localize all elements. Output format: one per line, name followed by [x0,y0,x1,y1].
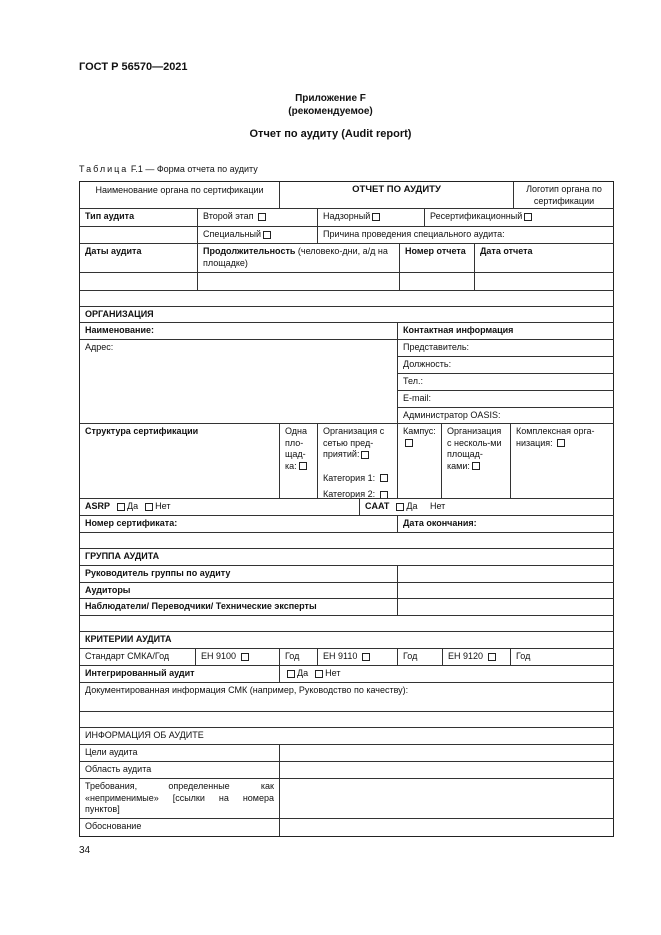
blank-row [80,291,614,307]
checkbox-icon[interactable] [380,491,388,499]
checkbox-icon[interactable] [361,451,369,459]
checkbox-icon[interactable] [380,474,388,482]
document-header: ГОСТ Р 56570—2021 [79,61,188,73]
checkbox-icon[interactable] [396,503,404,511]
asrp-row[interactable]: ASRP Да Нет [80,499,360,516]
network-org-option[interactable]: Организация с сетью пред-приятий: Категория 1: Категория 2: [318,424,398,499]
audit-objectives-value[interactable] [280,745,614,762]
checkbox-icon[interactable] [372,213,380,221]
justification-value[interactable] [280,819,614,836]
checkbox-icon[interactable] [472,462,480,470]
audit-type-label: Тип аудита [80,209,198,227]
phone-field[interactable]: Тел.: [398,374,614,391]
org-name-label[interactable]: Наименование: [80,323,398,340]
multi-site-option[interactable]: Организация с несколь-ми площад-ками: [442,424,511,499]
cert-body-name-cell: Наименование органа по сертификации [80,182,280,209]
checkbox-icon[interactable] [405,439,413,447]
qms-standard-label: Стандарт СМКА/Год [80,649,196,666]
auditors-label: Аудиторы [80,583,398,599]
page-number: 34 [79,845,91,856]
appendix-type: (рекомендуемое) [288,106,373,117]
category2-option[interactable]: Категория 2: [323,489,392,499]
checkbox-icon[interactable] [287,670,295,678]
empty-cell [80,227,198,244]
second-stage-option[interactable]: Второй этап [198,209,318,227]
report-title: Отчет по аудиту (Audit report) [249,128,412,140]
blank-row [80,533,614,549]
contact-info-label: Контактная информация [398,323,614,340]
blank-row [80,712,614,728]
special-option[interactable]: Специальный [198,227,318,244]
report-date-label: Дата отчета [475,244,614,273]
audit-scope-label: Область аудита [80,762,280,779]
not-applicable-value[interactable] [280,779,614,819]
single-site-option[interactable]: Одна пло-щад-ка: [280,424,318,499]
en9110-option[interactable]: ЕН 9110 [318,649,398,666]
audit-info-heading: ИНФОРМАЦИЯ ОБ АУДИТЕ [80,728,614,745]
representative-field[interactable]: Представитель: [398,340,614,357]
surveillance-option[interactable]: Надзорный [318,209,425,227]
checkbox-icon[interactable] [299,462,307,470]
audit-dates-label: Даты аудита [80,244,198,273]
table-caption: Таблица F.1 — Форма отчета по аудиту [79,164,258,174]
duration-label: Продолжительность (человеко-дни, а/д на площадке) [198,244,400,273]
audit-objectives-label: Цели аудита [80,745,280,762]
audit-team-heading: ГРУППА АУДИТА [80,549,614,566]
report-number-label: Номер отчета [400,244,475,273]
complex-org-option[interactable]: Комплексная орга-низация: [511,424,614,499]
observers-label: Наблюдатели/ Переводчики/ Технические эксперты [80,599,398,616]
team-leader-value[interactable] [398,566,614,583]
email-field[interactable]: E-mail: [398,391,614,408]
audit-dates-value[interactable] [80,273,198,291]
logo-cell: Логотип органа по сертификации [514,182,614,209]
audit-criteria-heading: КРИТЕРИИ АУДИТА [80,632,614,649]
year-field[interactable]: Год [511,649,614,666]
checkbox-icon[interactable] [362,653,370,661]
auditors-value[interactable] [398,583,614,599]
audit-report-form [79,181,614,837]
category1-option[interactable]: Категория 1: [323,473,392,485]
campus-option[interactable]: Кампус: [398,424,442,499]
report-heading: ОТЧЕТ ПО АУДИТУ [280,182,514,209]
year-field[interactable]: Год [398,649,443,666]
not-applicable-label: Требования, определенные как «неприменимые» [ссылки на номера пунктов] [80,779,280,819]
en9120-option[interactable]: ЕН 9120 [443,649,511,666]
organization-heading: ОРГАНИЗАЦИЯ [80,307,614,323]
checkbox-icon[interactable] [117,503,125,511]
expiry-date-label[interactable]: Дата окончания: [398,516,614,533]
checkbox-icon[interactable] [241,653,249,661]
special-reason[interactable]: Причина проведения специального аудита: [318,227,614,244]
audit-scope-value[interactable] [280,762,614,779]
checkbox-icon[interactable] [263,231,271,239]
appendix-title: Приложение F [295,93,366,104]
oasis-admin-field[interactable]: Администратор OASIS: [398,408,614,424]
en9100-option[interactable]: ЕН 9100 [196,649,280,666]
integrated-audit-label: Интегрированный аудит [80,666,280,683]
checkbox-icon[interactable] [488,653,496,661]
position-field[interactable]: Должность: [398,357,614,374]
integrated-audit-options[interactable]: Да Нет [280,666,614,683]
blank-row [80,616,614,632]
team-leader-label: Руководитель группы по аудиту [80,566,398,583]
checkbox-icon[interactable] [557,439,565,447]
recertification-option[interactable]: Ресертификационный [425,209,614,227]
report-number-value[interactable] [400,273,475,291]
checkbox-icon[interactable] [524,213,532,221]
checkbox-icon[interactable] [145,503,153,511]
checkbox-icon[interactable] [258,213,266,221]
address-field[interactable]: Адрес: [80,340,398,424]
justification-label: Обоснование [80,819,280,836]
qms-docs-field[interactable]: Документированная информация СМК (например, Руководство по качеству): [80,683,614,712]
year-field[interactable]: Год [280,649,318,666]
observers-value[interactable] [398,599,614,616]
duration-value[interactable] [198,273,400,291]
report-date-value[interactable] [475,273,614,291]
caat-row[interactable]: CAAT Да Нет [360,499,614,516]
cert-structure-label: Структура сертификации [80,424,280,499]
checkbox-icon[interactable] [315,670,323,678]
cert-number-label[interactable]: Номер сертификата: [80,516,398,533]
